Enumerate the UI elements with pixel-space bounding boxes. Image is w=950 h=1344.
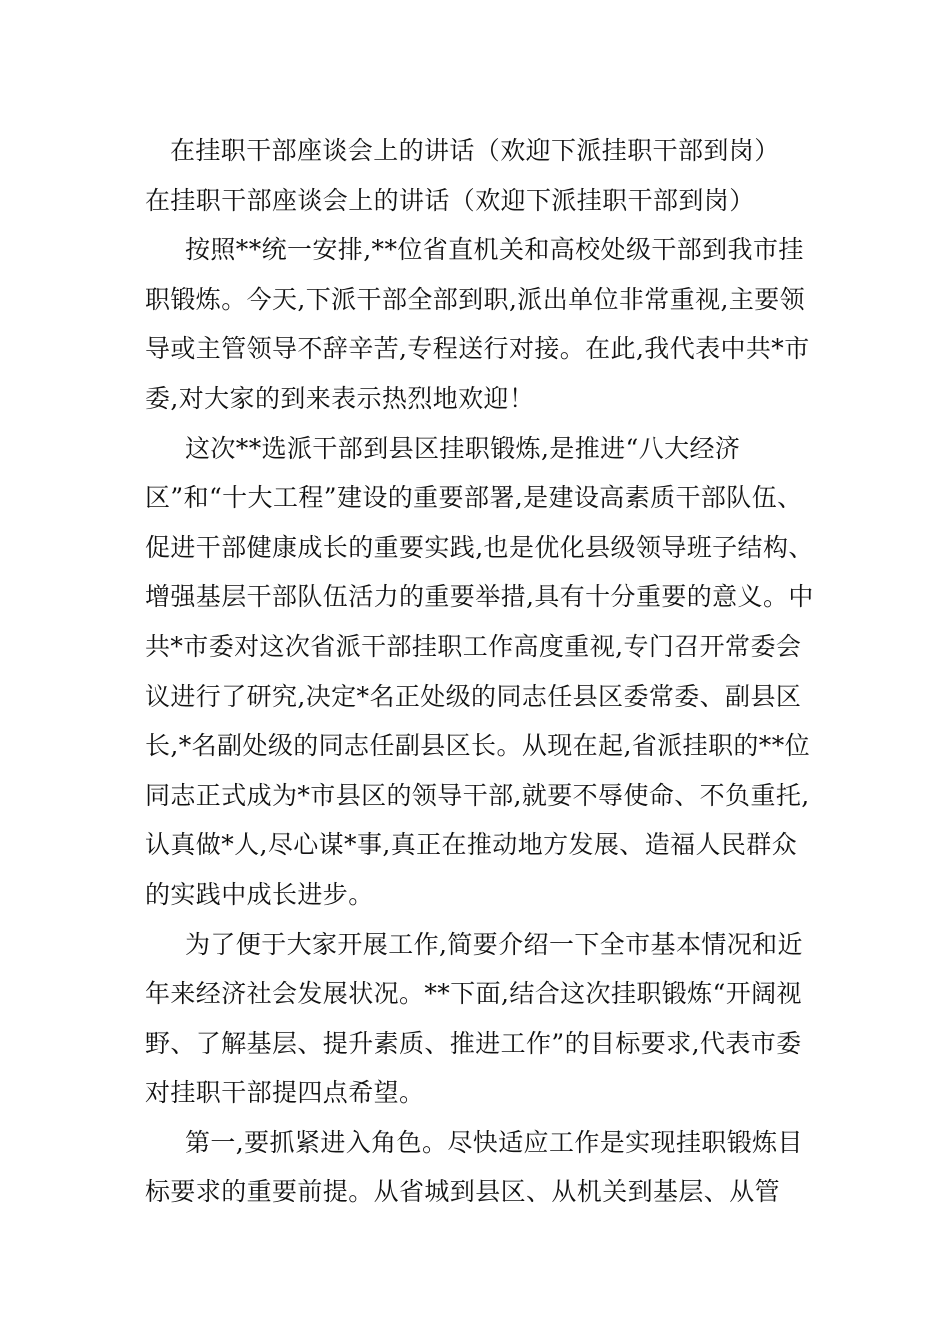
document-body (145, 126, 815, 1217)
paragraph-1: 按照**统一安排,**位省直机关和高校处级干部到我市挂职锻炼。今天,下派干部全部到职,派出单位非常重视,主要领导或主管领导不辞辛苦,专程送行对接。在此,我代表中共*市委,对大家的到来表示热烈地欢迎！ (145, 235, 810, 413)
document-subtitle: 在挂职干部座谈会上的讲话（欢迎下派挂职干部到岗） (145, 185, 755, 215)
paragraph-2: 这次**选派干部到县区挂职锻炼,是推进“八大经济区”和“十大工程”建设的重要部署,是建设高素质干部队伍、促进干部健康成长的重要实践,也是优化县级领导班子结构、增强基层干部队伍活力的重要举措,具有十分重要的意义。中共*市委对这次省派干部挂职工作高度重视,专门召开常委会议进行了研究,决定*名正处级的同志任县区委常委、副县区长,*名副处级的同志任副县区长。从现在起,省派挂职的**位同志正式成为*市县区的领导干部,就要不辱使命、不负重托,认真做*人,尽心谋*事,真正在推动地方发展、造福人民群众的实践中成长进步。 (145, 433, 814, 909)
paragraph-3: 为了便于大家开展工作,简要介绍一下全市基本情况和近年来经济社会发展状况。**下面,结合这次挂职锻炼“开阔视野、了解基层、提升素质、推进工作”的目标要求,代表市委对挂职干部提四点希望。 (145, 929, 803, 1108)
paragraph-4: 第一,要抓紧进入角色。尽快适应工作是实现挂职锻炼目标要求的重要前提。从省城到县区、从机关到基层、从管 (145, 1127, 803, 1207)
document-title: 在挂职干部座谈会上的讲话（欢迎下派挂职干部到岗） (170, 136, 780, 165)
